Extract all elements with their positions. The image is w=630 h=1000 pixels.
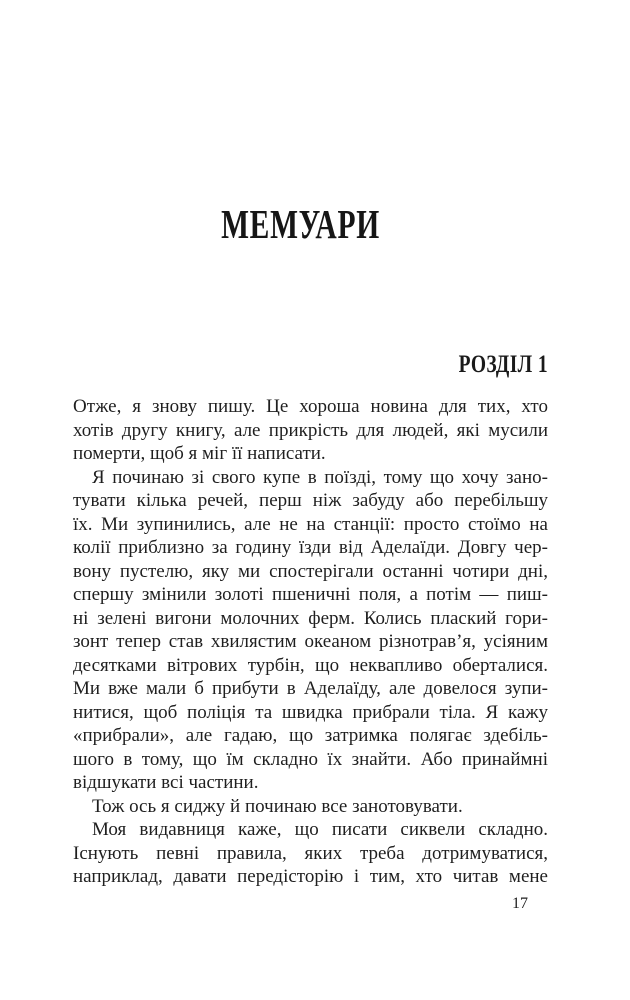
text-line: відшукати всі частини. [73, 772, 259, 793]
text-line: Ми вже мали б прибути в Аделаїду, але довелося зупи- [73, 678, 548, 699]
text-line: Отже, я знову пишу. Це хороша новина для тих, хто [73, 396, 548, 417]
paragraph [73, 395, 548, 466]
text-line: колії приблизно за годину їзди від Аделаїди. Довгу чер- [73, 537, 548, 558]
page-number: 17 [512, 895, 528, 912]
chapter-heading: РОЗДІЛ 1 [458, 351, 548, 378]
text-line: спершу змінили золоті пшеничні поля, а потім — пиш- [73, 584, 548, 605]
text-line: «прибрали», але гадаю, що затримка полягає здебіль- [73, 725, 548, 746]
paragraph [73, 795, 548, 819]
text-line: наприклад, давати передісторію і тим, хто читав мене [73, 866, 548, 887]
text-line: десятками вітрових турбін, що неквапливо оберталися. [73, 654, 548, 676]
text-line: Моя видавниця каже, що писати сиквели складно. [92, 819, 548, 840]
paragraph [73, 466, 548, 795]
text-line: шого в тому, що їм складно їх знайти. Або принаймні [73, 748, 548, 770]
text-line: померти, щоб я міг її написати. [73, 443, 326, 464]
paragraph [73, 818, 548, 889]
text-line: їх. Ми зупинились, але не на станції: просто стоїмо на [73, 513, 548, 535]
book-title: МЕМУАРИ [221, 201, 380, 247]
text-line: тувати кілька речей, перш ніж забуду або перебільшу [73, 490, 548, 511]
text-line: хотів другу книгу, але прикрість для людей, які мусили [73, 419, 548, 441]
body-text [73, 395, 548, 889]
text-line: ні зелені вигони молочних ферм. Колись плаский гори- [73, 607, 548, 629]
text-line: вону пустелю, яку ми спостерігали останні чотири дні, [73, 560, 548, 582]
text-line: Існують певні правила, яких треба дотримуватися, [73, 842, 548, 864]
text-line: зонт тепер став хвилястим океаном різнотрав’я, усіяним [73, 631, 548, 652]
text-line: Я починаю зі свого купе в поїзді, тому що хочу зано- [92, 466, 548, 488]
text-line: нитися, щоб поліція та швидка прибрали тіла. Я кажу [73, 701, 548, 723]
text-line: Тож ось я сиджу й починаю все занотовувати. [92, 795, 463, 817]
